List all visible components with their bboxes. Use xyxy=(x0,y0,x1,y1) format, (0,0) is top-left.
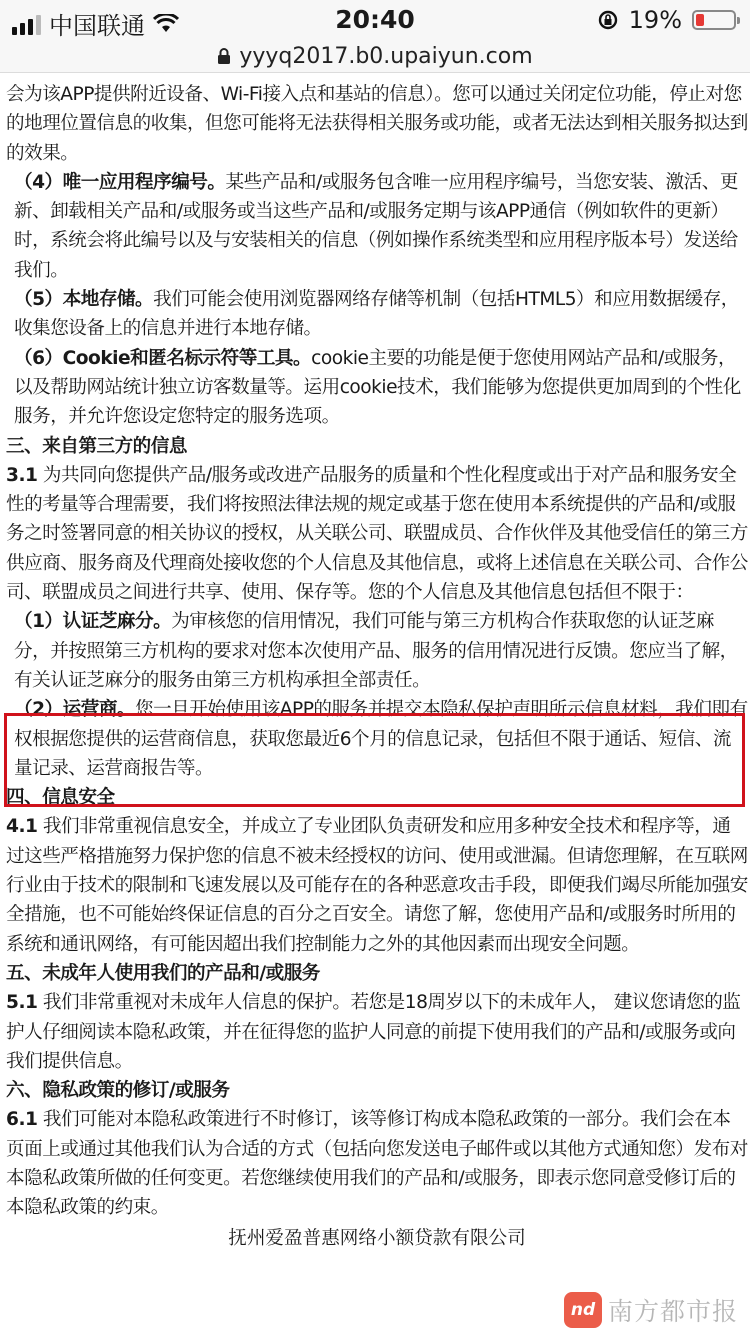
paragraph-heading: （6）Cookie和匿名标示符等工具。 xyxy=(14,347,312,369)
paragraph-heading: 四、信息安全 xyxy=(6,787,115,809)
policy-paragraph xyxy=(6,959,748,988)
paragraph-text: 为审核您的信用情况，我们可能与第三方机构合作获取您的认证芝麻分，并按照第三方机构的要求对您本次使用产品、服务的信用情况进行反馈。您应当了解，有关认证芝麻分的服务由第三方机构承担全部责任。 xyxy=(14,611,738,691)
address-bar[interactable] xyxy=(0,40,750,73)
carrier-name: 中国联通 xyxy=(49,12,145,40)
battery-percent: 19% xyxy=(628,6,682,34)
policy-paragraph xyxy=(6,695,748,783)
paragraph-heading: （2）运营商。 xyxy=(14,699,136,721)
watermark xyxy=(564,1292,738,1328)
paragraph-text: 会为该APP提供附近设备、Wi-Fi接入点和基站的信息）。您可以通过关闭定位功能，停止对您的地理位置信息的收集，但您可能将无法获得相关服务或功能，或者无法达到相关服务拟达到的效果。 xyxy=(6,84,748,164)
paragraph-text: 我们非常重视信息安全，并成立了专业团队负责研发和应用多种安全技术和程序等，通过这些严格措施努力保护您的信息不被未经授权的访问、使用或泄漏。但请您理解，在互联网行业由于技术的限制和飞速发展以及可能存在的各种恶意攻击手段，即便我们竭尽所能加强安全措施，也不可能始终保证信息的百分之百安全。请您了解，您使用产品和/或服务时所用的系统和通讯网络，有可能因超出我们控制能力之外的其他因素而出现安全问题。 xyxy=(6,816,748,955)
paragraph-heading: 三、来自第三方的信息 xyxy=(6,435,187,457)
status-bar xyxy=(0,0,750,40)
url-text[interactable]: yyyq2017.b0.upaiyun.com xyxy=(239,43,533,69)
rotation-lock-icon xyxy=(597,9,619,31)
paragraph-text: 您一旦开始使用该APP的服务并提交本隐私保护声明所示信息材料，我们即有权根据您提供的运营商信息，获取您最近6个月的信息记录，包括但不限于通话、短信、流量记录、运营商报告等。 xyxy=(14,699,748,779)
paragraph-heading: 六、隐私政策的修订/或服务 xyxy=(6,1080,230,1102)
paragraph-heading: 五、未成年人使用我们的产品和/或服务 xyxy=(6,962,320,984)
policy-paragraph xyxy=(6,607,748,695)
paragraph-text: 我们可能对本隐私政策进行不时修订，该等修订构成本隐私政策的一部分。我们会在本页面上或通过其他我们认为合适的方式（包括向您发送电子邮件或以其他方式通知您）发布对本隐私政策所做的任何变更。若您继续使用我们的产品和/或服务，即表示您同意受修订后的本隐私政策的约束。 xyxy=(6,1109,748,1219)
policy-paragraph xyxy=(6,1076,748,1105)
status-right xyxy=(597,6,736,34)
paragraph-text: 某些产品和/或服务包含唯一应用程序编号，当您安装、激活、更新、卸载相关产品和/或服务或当这些产品和/或服务定期与该APP通信（例如软件的更新）时，系统会将此编号以及与安装相关的信息（例如操作系统类型和应用程序版本号）发送给我们。 xyxy=(14,171,738,281)
policy-paragraph xyxy=(6,461,748,607)
paragraph-text: 我们可能会使用浏览器网络存储等机制（包括HTML5）和应用数据缓存，收集您设备上的信息并进行本地存储。 xyxy=(14,289,739,340)
paragraph-heading: （4）唯一应用程序编号。 xyxy=(14,171,226,193)
paragraph-heading: （5）本地存储。 xyxy=(14,289,154,311)
paragraph-text: 为共同向您提供产品/服务或改进产品服务的质量和个性化程度或出于对产品和服务安全性的考量等合理需要，我们将按照法律法规的规定或基于您在使用本系统提供的产品和/或服务之时签署同意的相关协议的授权，从关联公司、联盟成员、合作伙伴及其他受信任的第三方供应商、服务商及代理商处接收您的个人信息及其他信息，或将上述信息在关联公司、合作公司、联盟成员之间进行共享、使用、保存等。您的个人信息及其他信息包括但不限于： xyxy=(6,464,748,604)
policy-paragraph xyxy=(6,80,748,168)
watermark-text: 南方都市报 xyxy=(607,1297,738,1326)
newspaper-logo-icon: nd xyxy=(564,1292,602,1328)
lock-icon xyxy=(217,47,231,65)
policy-paragraph xyxy=(6,812,748,958)
policy-paragraph xyxy=(6,783,748,812)
policy-content xyxy=(6,80,748,1254)
clock: 20:40 xyxy=(335,5,415,34)
policy-paragraph xyxy=(6,432,748,461)
paragraph-text: 我们非常重视对未成年人信息的保护。若您是18周岁以下的未成年人， 建议您请您的监护人仔细阅读本隐私政策，并在征得您的监护人同意的前提下使用我们的产品和/或服务或向我们提供信息。 xyxy=(6,992,741,1072)
company-footer: 抚州爱盈普惠网络小额贷款有限公司 xyxy=(228,1227,526,1249)
paragraph-heading: 6.1 xyxy=(6,1109,38,1131)
paragraph-text: cookie主要的功能是便于您使用网站产品和/或服务，以及帮助网站统计独立访客数量等。运用cookie技术，我们能够为您提供更加周到的个性化服务，并允许您设定您特定的服务选项。 xyxy=(14,347,741,428)
paragraph-heading: 3.1 xyxy=(6,464,38,486)
paragraph-heading: （1）认证芝麻分。 xyxy=(14,611,172,633)
policy-paragraph xyxy=(6,285,748,344)
battery-icon xyxy=(692,10,736,30)
policy-paragraph xyxy=(6,168,748,285)
paragraph-heading: 5.1 xyxy=(6,992,38,1014)
policy-paragraph xyxy=(6,988,748,1076)
policy-paragraph xyxy=(6,1105,748,1222)
policy-paragraph xyxy=(6,344,748,432)
paragraph-heading: 4.1 xyxy=(6,816,38,838)
